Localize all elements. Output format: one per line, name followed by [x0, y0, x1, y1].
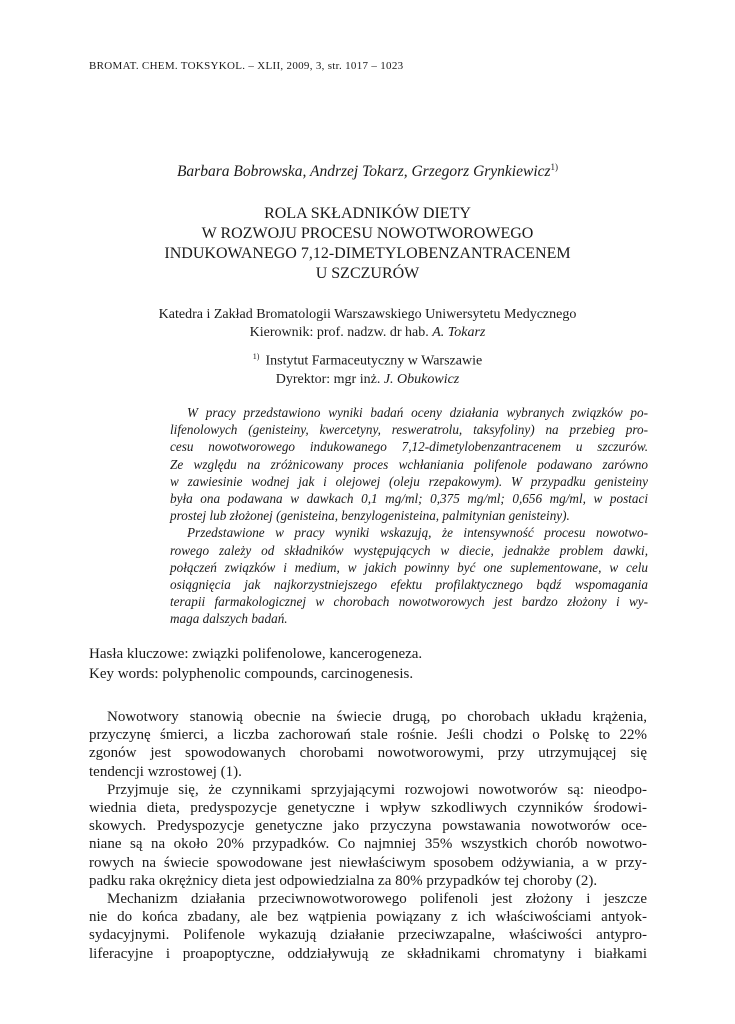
- body-line: rowych na świecie spowodowane jest niewłaściwym sposobem odżywiania, a w przy-: [89, 854, 647, 871]
- body-line: padku raka okrężnicy dieta jest odpowiedzialna za 80% przypadków tej choroby (2).: [89, 872, 598, 889]
- abstract-line: lifenolowych (genisteiny, kwercetyny, resweratrolu, taksyfoliny) na przebieg pro-: [170, 422, 648, 438]
- abstract-line: maga dalszych badań.: [170, 611, 288, 627]
- director-label: Dyrektor: mgr inż.: [275, 371, 381, 387]
- abstract-line: połączeń związków i medium, w jakich powinny być one suplementowane, w celu: [170, 559, 648, 575]
- institute-name: Instytut Farmaceutyczny w Warszawie: [265, 353, 483, 369]
- abstract-line: prostej lub złożonej (genisteina, benzylogenisteina, palmitynian genisteiny).: [170, 508, 570, 524]
- keywords-english: Key words: polyphenolic compounds, carcinogenesis.: [89, 665, 414, 682]
- abstract: [170, 404, 648, 628]
- abstract-line: terapii farmakologicznej w chorobach nowotworowych jest bardzo złożony i wy-: [170, 594, 648, 610]
- title-line: U SZCZURÓW: [315, 265, 420, 282]
- journal-citation-header: BROMAT. CHEM. TOKSYKOL. – XLII, 2009, 3, str. 1017 – 1023: [89, 60, 404, 72]
- institute-director: [0, 371, 735, 389]
- abstract-line: Ze względu na zróżnicowany proces wchłaniania polifenole podawano zarówno: [170, 456, 648, 472]
- department-head: [0, 324, 735, 342]
- head-name: A. Tokarz: [432, 325, 486, 340]
- body-line: przyczynę śmierci, a liczba zachorowań stale rośnie. Jeśli chodzi o Polskę to 22%: [89, 727, 647, 744]
- author-line: [0, 162, 735, 181]
- body-line: tendencji wzrostowej (1).: [89, 763, 242, 780]
- body-line: nie do końca zbadany, ale bez wątpienia powiązany z ich właściwościami antyok-: [89, 909, 647, 926]
- head-label: Kierownik: prof. nadzw. dr hab.: [249, 325, 429, 340]
- institute-footnote-mark: 1): [252, 352, 260, 361]
- title-line: INDUKOWANEGO 7,12-DIMETYLOBENZANTRACENEM: [164, 245, 571, 262]
- article-title: [0, 204, 735, 284]
- body-line: zgonów jest spowodowanych chorobami nowotworowymi, przy utrzymującej się: [89, 745, 647, 762]
- abstract-line: w zawiesinie wodnej jak i olejowej (oleju rzepakowym). W przypadku genisteiny: [170, 473, 648, 489]
- abstract-line: W pracy przedstawiono wyniki badań oceny działania wybranych związków po-: [187, 405, 648, 420]
- title-line: ROLA SKŁADNIKÓW DIETY: [264, 205, 471, 222]
- author-footnote-mark: 1): [550, 162, 559, 172]
- abstract-line: była ona podawana w dawkach 0,1 mg/ml; 0,375 mg/ml; 0,656 mg/ml, w postaci: [170, 491, 648, 507]
- body-line: Przyjmuje się, że czynnikami sprzyjającymi rozwojowi nowotworów są: nieodpo-: [107, 781, 647, 798]
- abstract-line: Przedstawione w pracy wyniki wskazują, że intensywność procesu nowotwo-: [187, 525, 648, 541]
- author-names: Barbara Bobrowska, Andrzej Tokarz, Grzegorz Grynkiewicz: [176, 163, 551, 181]
- body-line: Mechanizm działania przeciwnowotworowego polifenoli jest złożony i jeszcze: [107, 891, 647, 908]
- body-text: [89, 708, 647, 963]
- affiliations: [0, 306, 735, 389]
- keywords: [89, 645, 422, 684]
- body-line: Nowotwory stanowią obecnie na świecie drugą, po chorobach układu krążenia,: [107, 709, 647, 725]
- body-line: wiednia dieta, predyspozycje genetyczne i wpływ szkodliwych czynników środowi-: [89, 800, 647, 817]
- abstract-line: rowego zależy od składników występujących w diecie, jednakże problem dawki,: [170, 542, 648, 558]
- keywords-polish: Hasła kluczowe: związki polifenolowe, kancerogeneza.: [89, 646, 423, 662]
- department: Katedra i Zakład Bromatologii Warszawskiego Uniwersytetu Medycznego: [158, 307, 577, 322]
- body-line: skowych. Predyspozycje genetyczne jako przyczyna powstawania nowotworów oce-: [89, 818, 647, 835]
- body-line: sydacyjnymi. Polifenole wykazują działanie przeciwzapalne, właściwości antypro-: [89, 927, 647, 944]
- body-line: niane są na około 20% przypadków. Co najmniej 35% wszystkich chorób nowotwo-: [89, 836, 647, 853]
- abstract-line: cesu nowotworowego indukowanego 7,12-dimetylobenzantracenem u szczurów.: [170, 439, 648, 455]
- director-name: J. Obukowicz: [383, 371, 460, 387]
- title-line: W ROZWOJU PROCESU NOWOTWOROWEGO: [201, 225, 534, 242]
- institute: [0, 348, 735, 371]
- abstract-line: osiągnięcia jak najkorzystniejszego efektu profilaktycznego bądź wspomagania: [170, 577, 648, 593]
- body-line: liferacyjne i proapoptyczne, oddziaływują ze składnikami chromatyny i białkami: [89, 945, 647, 962]
